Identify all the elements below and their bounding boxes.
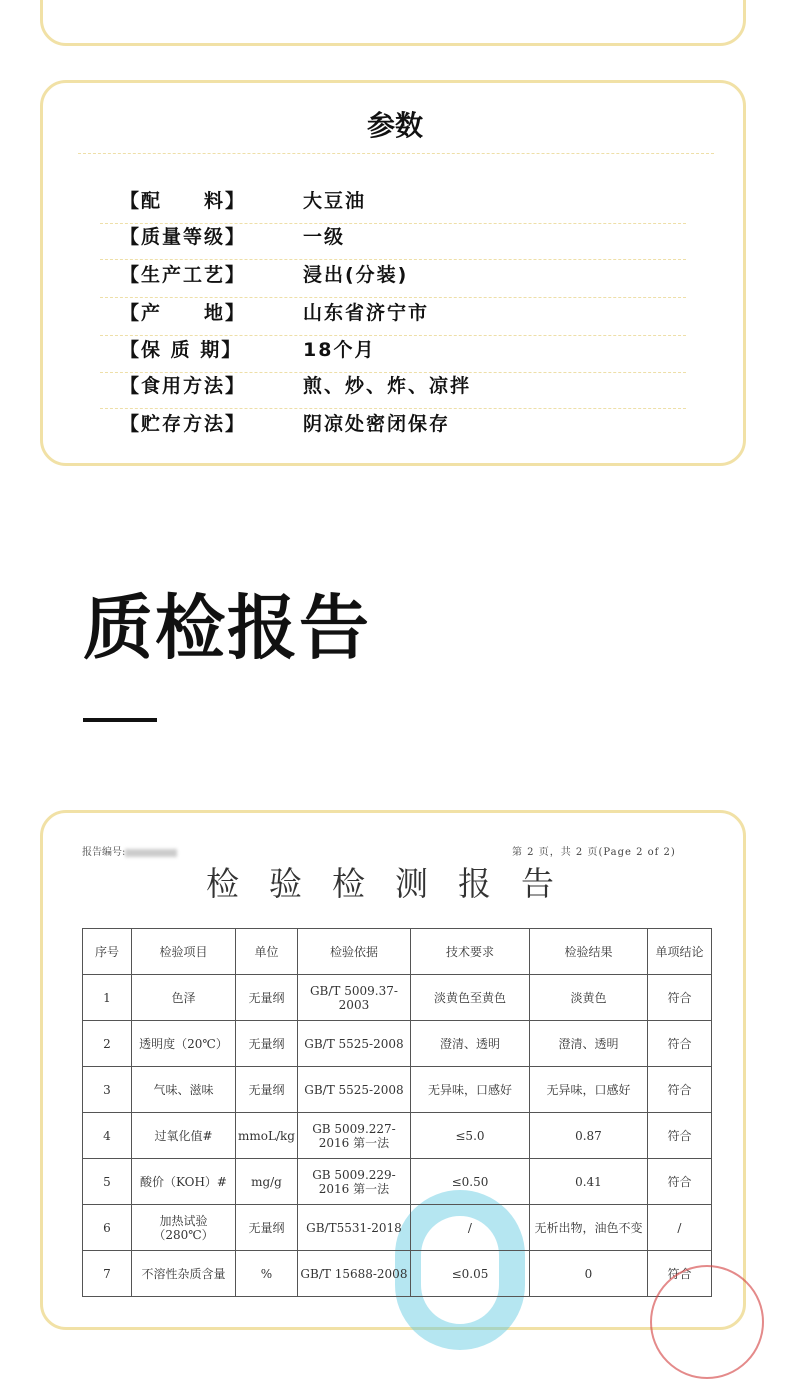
header-cell: 检验依据 (297, 929, 410, 975)
table-cell: 符合 (647, 975, 711, 1021)
table-cell: 气味、滋味 (132, 1067, 236, 1113)
table-cell: / (647, 1205, 711, 1251)
header-cell: 技术要求 (410, 929, 529, 975)
param-label: 【配 料】 (120, 190, 247, 212)
param-label: 【生产工艺】 (120, 264, 247, 286)
header-cell: 检验项目 (132, 929, 236, 975)
param-value: 山东省济宁市 (303, 302, 430, 324)
table-row (83, 975, 712, 1021)
header-cell: 序号 (83, 929, 132, 975)
params-title: 参数 (366, 109, 423, 142)
section-title: 质检报告 (83, 587, 371, 669)
table-row (83, 1067, 712, 1113)
table-cell: 0.41 (529, 1159, 647, 1205)
table-cell: 无析出物，油色不变 (529, 1205, 647, 1251)
table-cell: 符合 (647, 1021, 711, 1067)
top-card (40, 0, 746, 46)
report-number (82, 843, 177, 858)
table-cell: % (236, 1251, 298, 1297)
param-row (100, 409, 686, 446)
table-row (83, 1205, 712, 1251)
table-cell: ≤0.05 (410, 1251, 529, 1297)
table-cell: 无量纲 (236, 975, 298, 1021)
table-cell: 透明度（20℃） (132, 1021, 236, 1067)
table-cell: 符合 (647, 1251, 711, 1297)
page-info: 第 2 页，共 2 页(Page 2 of 2) (512, 847, 676, 858)
table-cell: 0.87 (529, 1113, 647, 1159)
param-label: 【贮存方法】 (120, 413, 247, 435)
table-cell: GB/T5531-2018 (297, 1205, 410, 1251)
header-cell: 检验结果 (529, 929, 647, 975)
param-value: 18个月 (303, 339, 376, 361)
table-cell: GB/T 5525-2008 (297, 1067, 410, 1113)
table-cell: 5 (83, 1159, 132, 1205)
table-cell: 色泽 (132, 975, 236, 1021)
table-cell: 加热试验（280℃） (132, 1205, 236, 1251)
table-cell: 1 (83, 975, 132, 1021)
param-value: 一级 (303, 226, 346, 248)
param-label: 【质量等级】 (120, 226, 247, 248)
param-row (100, 335, 686, 373)
param-value: 浸出(分装) (303, 264, 409, 286)
table-row (83, 1251, 712, 1297)
table-cell: 无异味，口感好 (410, 1067, 529, 1113)
table-cell: 过氧化值# (132, 1113, 236, 1159)
param-row (100, 298, 686, 336)
param-row (100, 371, 686, 409)
table-cell: 符合 (647, 1159, 711, 1205)
param-label: 【食用方法】 (120, 375, 247, 397)
table-cell: mmoL/kg (236, 1113, 298, 1159)
table-cell: GB/T 15688-2008 (297, 1251, 410, 1297)
header-cell: 单位 (236, 929, 298, 975)
table-cell: 淡黄色至黄色 (410, 975, 529, 1021)
table-cell: 澄清、透明 (529, 1021, 647, 1067)
table-cell: 符合 (647, 1113, 711, 1159)
report-title: 检验检测报告 (206, 864, 584, 903)
table-cell: 淡黄色 (529, 975, 647, 1021)
inspection-table (82, 928, 712, 1297)
table-cell: 符合 (647, 1067, 711, 1113)
divider (78, 153, 714, 154)
param-row (100, 260, 686, 298)
table-cell: mg/g (236, 1159, 298, 1205)
table-cell: 0 (529, 1251, 647, 1297)
table-cell: 2 (83, 1021, 132, 1067)
table-cell: 酸价（KOH）# (132, 1159, 236, 1205)
table-cell: 澄清、透明 (410, 1021, 529, 1067)
table-cell: 无量纲 (236, 1067, 298, 1113)
param-value: 大豆油 (303, 190, 367, 212)
param-label: 【保 质 期】 (120, 339, 243, 361)
table-cell: 4 (83, 1113, 132, 1159)
table-cell: 无量纲 (236, 1205, 298, 1251)
table-row (83, 1021, 712, 1067)
title-underline (83, 718, 157, 722)
table-cell: ≤0.50 (410, 1159, 529, 1205)
param-row (100, 186, 686, 224)
table-cell: 3 (83, 1067, 132, 1113)
param-row (100, 222, 686, 260)
table-cell: GB 5009.229-2016 第一法 (297, 1159, 410, 1205)
table-cell: / (410, 1205, 529, 1251)
header-cell: 单项结论 (647, 929, 711, 975)
table-cell: ≤5.0 (410, 1113, 529, 1159)
param-label: 【产 地】 (120, 302, 247, 324)
table-cell: GB 5009.227-2016 第一法 (297, 1113, 410, 1159)
report-number-label: 报告编号: (82, 847, 126, 858)
redacted-number (125, 849, 177, 857)
table-cell: 无异味，口感好 (529, 1067, 647, 1113)
table-header (83, 929, 712, 975)
param-value: 阴凉处密闭保存 (303, 413, 451, 435)
seal-stamp (650, 1265, 764, 1379)
table-cell: 6 (83, 1205, 132, 1251)
table-cell: GB/T 5009.37-2003 (297, 975, 410, 1021)
table-cell: 7 (83, 1251, 132, 1297)
table-cell: 不溶性杂质含量 (132, 1251, 236, 1297)
table-row (83, 1113, 712, 1159)
param-value: 煎、炒、炸、凉拌 (303, 375, 472, 397)
table-cell: GB/T 5525-2008 (297, 1021, 410, 1067)
table-row (83, 1159, 712, 1205)
table-cell: 无量纲 (236, 1021, 298, 1067)
